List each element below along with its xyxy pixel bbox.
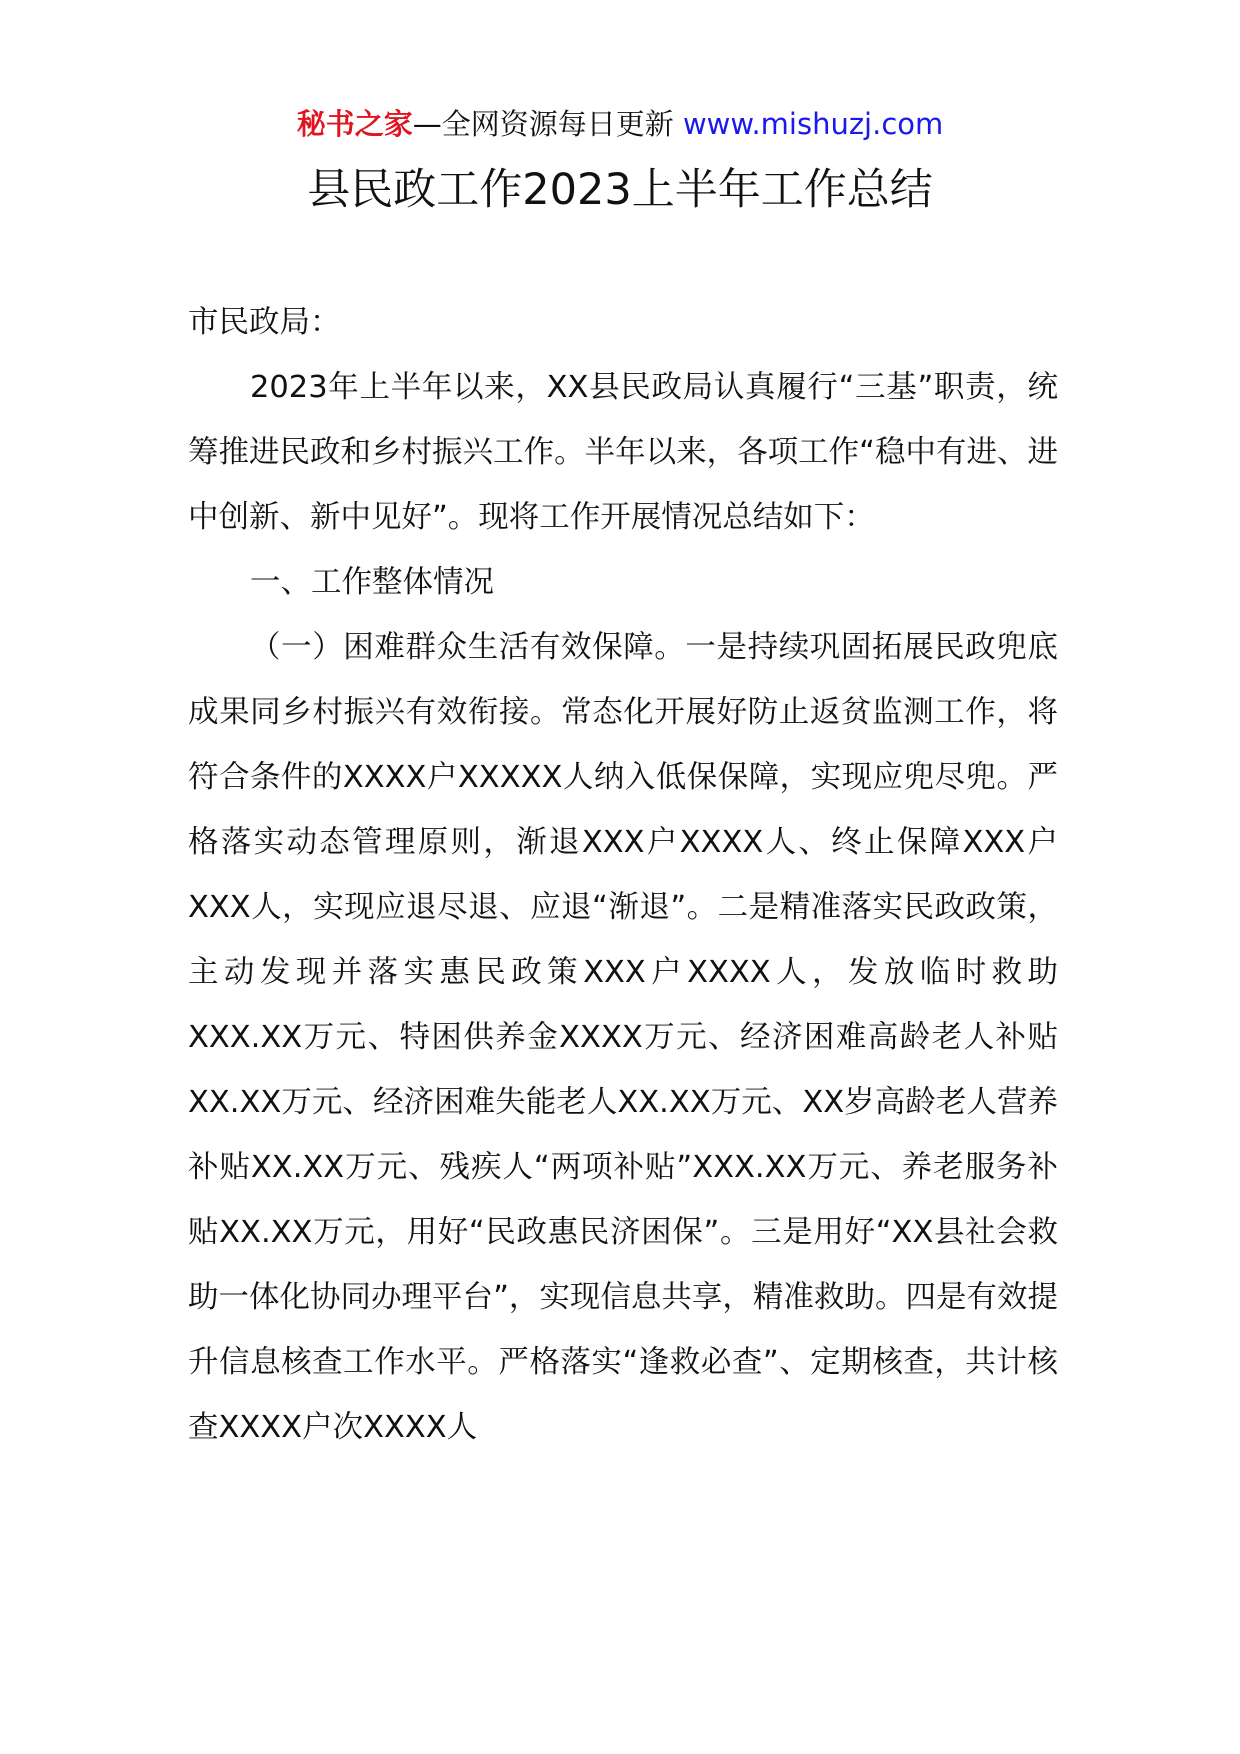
brand-name: 秘书之家 [296, 107, 413, 141]
site-header [0, 104, 1240, 144]
intro-paragraph: 2023年上半年以来，XX县民政局认真履行“三基”职责，统筹推进民政和乡村振兴工作。半年以来，各项工作“稳中有进、进中创新、新中见好”。现将工作开展情况总结如下： [188, 370, 1058, 535]
site-url-link[interactable]: www.mishuzj.com [682, 107, 944, 141]
salutation: 市民政局： [188, 305, 341, 340]
document-title: 县民政工作2023上半年工作总结 [307, 165, 933, 215]
section-paragraph: （一）困难群众生活有效保障。一是持续巩固拓展民政兜底成果同乡村振兴有效衔接。常态化开展好防止返贫监测工作，将符合条件的XXXX户XXXXX人纳入低保保障，实现应兜尽兜。严格落实动态管理原则，渐退XXX户XXXX人、终止保障XXX户XXX人，实现应退尽退、应退“渐退”。二是精准落实民政政策，主动发现并落实惠民政策XXX户XXXX人，发放临时救助XXX.XX万元、特困供养金XXXX万元、经济困难高龄老人补贴XX.XX万元、经济困难失能老人XX.XX万元、XX岁高龄老人营养补贴XX.XX万元、残疾人“两项补贴”XXX.XX万元、养老服务补贴XX.XX万元，用好“民政惠民济困保”。三是用好“XX县社会救助一体化协同办理平台”，实现信息共享，精准救助。四是有效提升信息核查工作水平。严格落实“逢救必查”、定期核查，共计核查XXXX户次XXXX人 [188, 630, 1058, 1445]
site-tagline: —全网资源每日更新 [412, 107, 683, 141]
section-heading: 一、工作整体情况 [250, 565, 494, 600]
document-body [188, 290, 1058, 1460]
